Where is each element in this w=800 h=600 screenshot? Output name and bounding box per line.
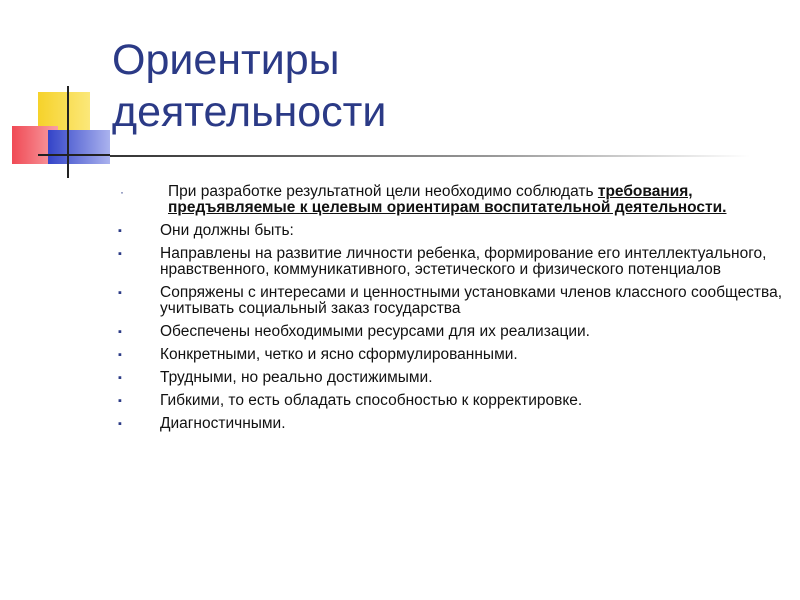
list-item-text: Сопряжены с интересами и ценностными установками членов классного сообщества, учитывать социальный заказ государства <box>160 284 783 317</box>
list-item-intro <box>118 184 788 216</box>
list-item <box>118 370 788 386</box>
list-item-text: Они должны быть: <box>160 222 294 239</box>
slide-title-line-1: Ориентиры <box>112 36 340 84</box>
decor-blue-square <box>48 130 110 164</box>
list-item-text: Трудными, но реально достижимыми. <box>160 369 433 386</box>
bullet-list <box>118 184 788 439</box>
bullet-icon: ▪ <box>118 248 122 260</box>
list-item <box>118 223 788 239</box>
list-item <box>118 347 788 363</box>
list-item-text: Диагностичными. <box>160 415 286 432</box>
list-item <box>118 393 788 409</box>
list-item <box>118 416 788 432</box>
dot-icon: · <box>120 185 124 199</box>
list-item-text: Гибкими, то есть обладать способностью к корректировке. <box>160 392 583 409</box>
title-divider <box>110 155 750 157</box>
intro-text: При разработке результатной цели необходимо соблюдать <box>168 183 598 200</box>
list-item-text: Направлены на развитие личности ребенка, формирование его интеллектуального, нравственного, коммуникативного, эстетического и физического потенциалов <box>160 245 767 278</box>
bullet-icon: ▪ <box>118 326 122 338</box>
decor-vertical-line <box>67 86 69 178</box>
list-item-text: Конкретными, четко и ясно сформулированными. <box>160 346 518 363</box>
bullet-icon: ▪ <box>118 225 122 237</box>
list-item <box>118 285 788 317</box>
list-item <box>118 324 788 340</box>
list-item-text: Обеспечены необходимыми ресурсами для их реализации. <box>160 323 590 340</box>
slide-title-line-2: деятельности <box>112 88 387 136</box>
intro-emphasis: требования, предъявляемые к целевым ориентирам воспитательной деятельности. <box>168 183 727 216</box>
slide-title <box>112 34 672 138</box>
bullet-icon: ▪ <box>118 372 122 384</box>
intro-paragraph <box>160 184 788 216</box>
decor-horizontal-line <box>38 154 110 156</box>
bullet-icon: ▪ <box>118 287 122 299</box>
bullet-icon: ▪ <box>118 418 122 430</box>
bullet-icon: ▪ <box>118 349 122 361</box>
bullet-icon: ▪ <box>118 395 122 407</box>
list-item <box>118 246 788 278</box>
